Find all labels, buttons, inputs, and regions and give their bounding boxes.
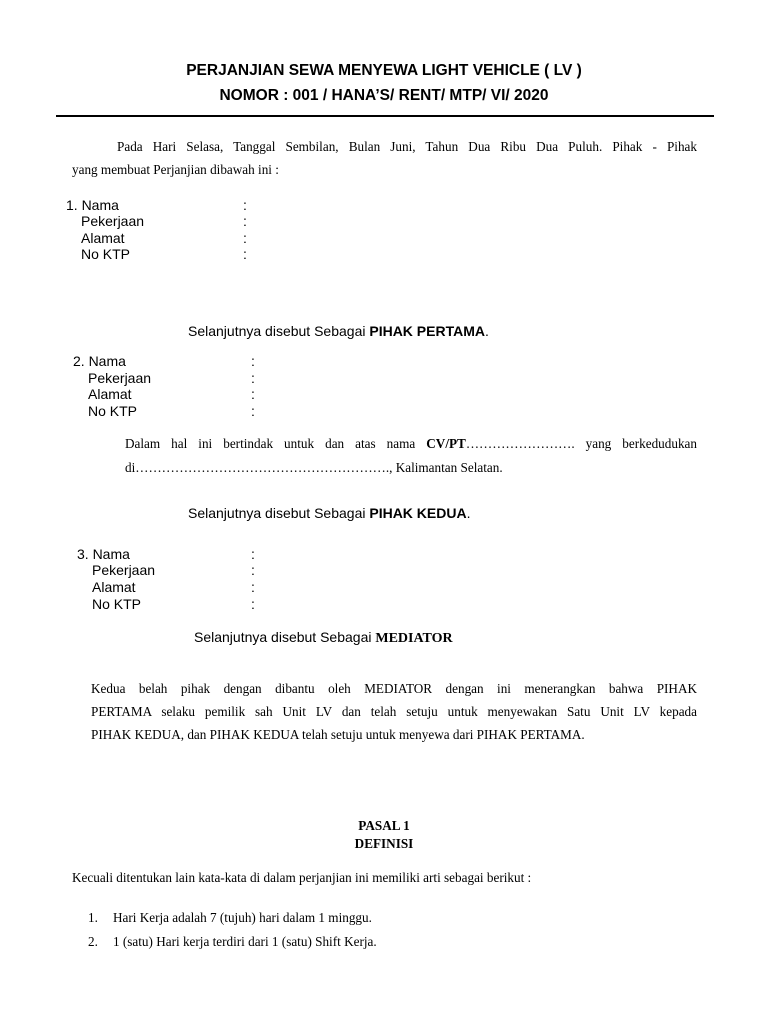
company-prefix: Dalam hal ini bertindak untuk dan atas nama [125, 436, 427, 451]
agreement-line-2: PERTAMA selaku pemilik sah Unit LV dan telah setuju untuk menyewakan Satu Unit LV kepada [91, 704, 697, 719]
company-suffix: ……………………. yang berkedudukan [465, 436, 697, 451]
party-2-ktp-label: No KTP [88, 403, 138, 419]
party-1-designation [188, 323, 489, 340]
party-3-job-label: Pekerjaan [92, 562, 156, 578]
party-1-ktp-colon: : [243, 246, 247, 262]
pasal-1-intro: Kecuali ditentukan lain kata-kata di dalam perjanjian ini memiliki arti sebagai berikut : [72, 870, 532, 885]
intro-line-2: yang membuat Perjanjian dibawah ini : [72, 162, 279, 177]
party-3-ktp-label: No KTP [92, 596, 142, 612]
agreement-line-3: PIHAK KEDUA, dan PIHAK KEDUA telah setuju untuk menyewa dari PIHAK PERTAMA. [91, 727, 585, 742]
header-divider [56, 115, 714, 117]
party-1-name-label: 1. Nama [66, 197, 119, 213]
party-2-name-colon: : [251, 353, 255, 369]
pasal-1-heading: PASAL 1 [358, 818, 410, 833]
party-3-ktp-colon: : [251, 596, 255, 612]
document-number: NOMOR : 001 / HANA’S/ RENT/ MTP/ VI/ 2020 [219, 87, 549, 104]
party-1-address-label: Alamat [81, 230, 125, 246]
party-2-company-line-2: di…………………………………………………., Kalimantan Selatan. [125, 460, 503, 475]
definition-item-1-number: 1. [88, 910, 98, 925]
party-3-designation [194, 629, 453, 647]
party-1-address-colon: : [243, 230, 247, 246]
company-name: CV/PT [426, 436, 466, 451]
designation-suffix: . [466, 505, 471, 521]
party-3-address-colon: : [251, 579, 255, 595]
designation-role: PIHAK KEDUA [369, 505, 467, 521]
party-1-ktp-label: No KTP [81, 246, 131, 262]
party-3-job-colon: : [251, 562, 255, 578]
party-2-job-colon: : [251, 370, 255, 386]
designation-role: PIHAK PERTAMA [369, 323, 485, 339]
designation-prefix: Selanjutnya disebut Sebagai [188, 323, 370, 339]
agreement-line-1: Kedua belah pihak dengan dibantu oleh MEDIATOR dengan ini menerangkan bahwa PIHAK [91, 681, 697, 696]
designation-role: MEDIATOR [375, 631, 453, 646]
designation-prefix: Selanjutnya disebut Sebagai [188, 505, 370, 521]
party-1-job-colon: : [243, 213, 247, 229]
party-2-address-label: Alamat [88, 386, 132, 402]
party-1-job-label: Pekerjaan [81, 213, 145, 229]
definition-item-2-number: 2. [88, 934, 98, 949]
party-2-company-line-1 [125, 432, 697, 456]
party-1-name-colon: : [243, 197, 247, 213]
party-3-name-label: 3. Nama [77, 546, 130, 562]
party-2-job-label: Pekerjaan [88, 370, 152, 386]
designation-suffix: . [485, 323, 489, 339]
party-3-address-label: Alamat [92, 579, 136, 595]
definition-item-1-text: Hari Kerja adalah 7 (tujuh) hari dalam 1 minggu. [113, 910, 372, 925]
party-3-name-colon: : [251, 546, 255, 562]
designation-prefix: Selanjutnya disebut Sebagai [194, 629, 376, 645]
party-2-designation [188, 505, 470, 522]
party-2-address-colon: : [251, 386, 255, 402]
party-2-ktp-colon: : [251, 403, 255, 419]
document-title: PERJANJIAN SEWA MENYEWA LIGHT VEHICLE ( LV ) [186, 62, 582, 79]
party-2-name-label: 2. Nama [73, 353, 126, 369]
pasal-1-subheading: DEFINISI [354, 836, 414, 851]
intro-line-1: Pada Hari Selasa, Tanggal Sembilan, Bulan Juni, Tahun Dua Ribu Dua Puluh. Pihak - Pihak [117, 139, 697, 154]
definition-item-2-text: 1 (satu) Hari kerja terdiri dari 1 (satu) Shift Kerja. [113, 934, 377, 949]
